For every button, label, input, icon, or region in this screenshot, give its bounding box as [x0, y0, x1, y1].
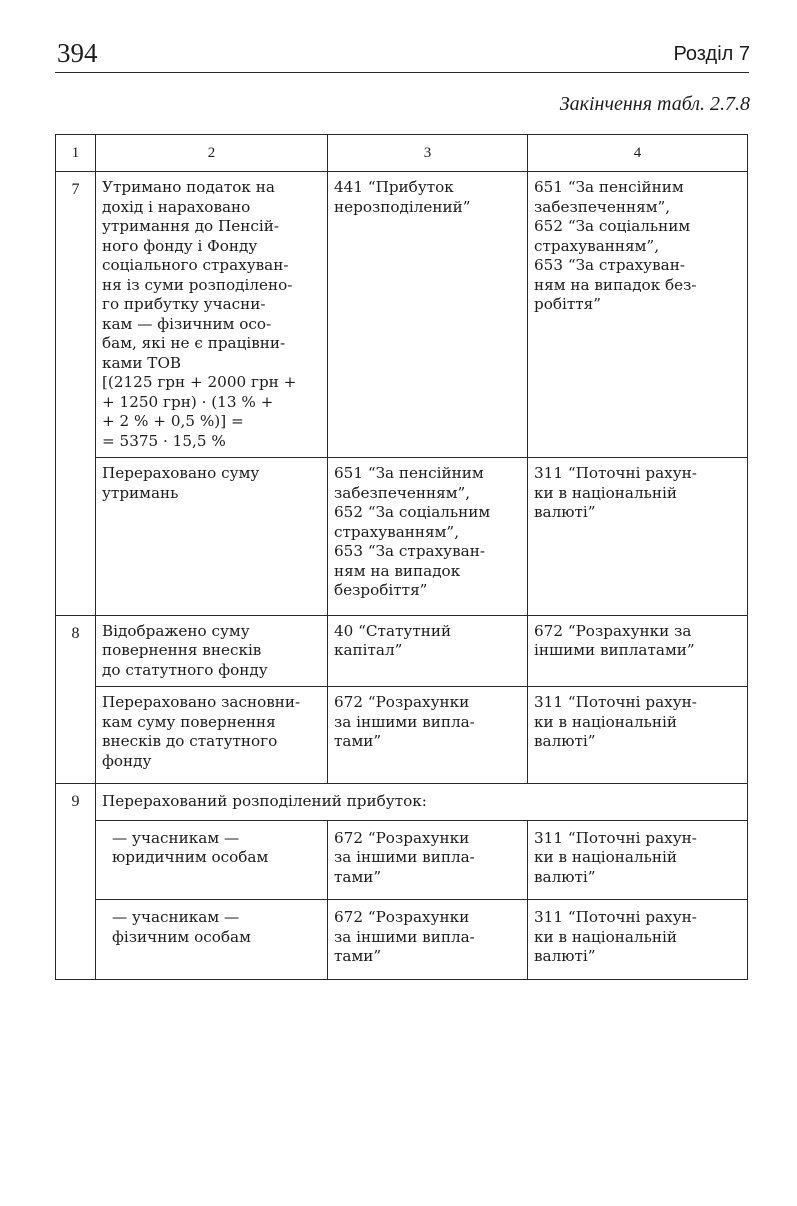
column-number-3: 3 — [328, 135, 528, 172]
operation-cell: Перераховано засновни- кам суму повернення внесків до статутного фонду — [96, 687, 328, 784]
operation-cell: — учасникам — юридичним особам — [96, 820, 328, 900]
credit-cell: 651 “За пенсійним забезпеченням”, 652 “За соціальним страхуванням”, 653 “За страхуван- ням на випадок без- робіття” — [528, 172, 748, 458]
row-number: 9 — [56, 784, 96, 980]
section-label: Розділ 7 — [673, 43, 750, 65]
section-heading-cell: Перерахований розподілений прибуток: — [96, 784, 748, 821]
row-number: 8 — [56, 615, 96, 784]
credit-cell: 311 “Поточні рахун- ки в національній валюті” — [528, 687, 748, 784]
column-number-1: 1 — [56, 135, 96, 172]
operation-cell: Перераховано суму утримань — [96, 458, 328, 616]
table-row — [56, 820, 748, 900]
accounting-entries-table — [55, 134, 748, 980]
table-row — [56, 172, 748, 458]
table-row — [56, 458, 748, 616]
debit-cell: 40 “Статутний капітал” — [328, 615, 528, 687]
page-number: 394 — [57, 38, 98, 68]
credit-cell: 311 “Поточні рахун- ки в національній валюті” — [528, 458, 748, 616]
operation-cell: Відображено суму повернення внесків до статутного фонду — [96, 615, 328, 687]
debit-cell: 441 “Прибуток нерозподілений” — [328, 172, 528, 458]
debit-cell: 672 “Розрахунки за іншими випла- тами” — [328, 900, 528, 980]
table-caption: Закінчення табл. 2.7.8 — [559, 93, 750, 115]
credit-cell: 311 “Поточні рахун- ки в національній валюті” — [528, 900, 748, 980]
table-row — [56, 687, 748, 784]
debit-cell: 672 “Розрахунки за іншими випла- тами” — [328, 687, 528, 784]
column-number-row — [56, 135, 748, 172]
table-row — [56, 784, 748, 821]
column-number-4: 4 — [528, 135, 748, 172]
row-number: 7 — [56, 172, 96, 616]
credit-cell: 311 “Поточні рахун- ки в національній валюті” — [528, 820, 748, 900]
operation-cell: — учасникам — фізичним особам — [96, 900, 328, 980]
header-rule — [55, 72, 749, 73]
table-row — [56, 900, 748, 980]
debit-cell: 672 “Розрахунки за іншими випла- тами” — [328, 820, 528, 900]
operation-cell: Утримано податок на дохід і нараховано утримання до Пенсій- ного фонду і Фонду соціального страхуван- ня із суми розподілено- го прибутку учасни- кам — фізичним осо- бам, які не є працівни- ками ТОВ [(2125 грн + 2000 грн + + 1250 грн) · (13 % + + 2 % + 0,5 %)] = = 5375 · 15,5 % — [96, 172, 328, 458]
debit-cell: 651 “За пенсійним забезпеченням”, 652 “За соціальним страхуванням”, 653 “За страхуван- ням на випадок безробіття” — [328, 458, 528, 616]
column-number-2: 2 — [96, 135, 328, 172]
table-row — [56, 615, 748, 687]
credit-cell: 672 “Розрахунки за іншими виплатами” — [528, 615, 748, 687]
